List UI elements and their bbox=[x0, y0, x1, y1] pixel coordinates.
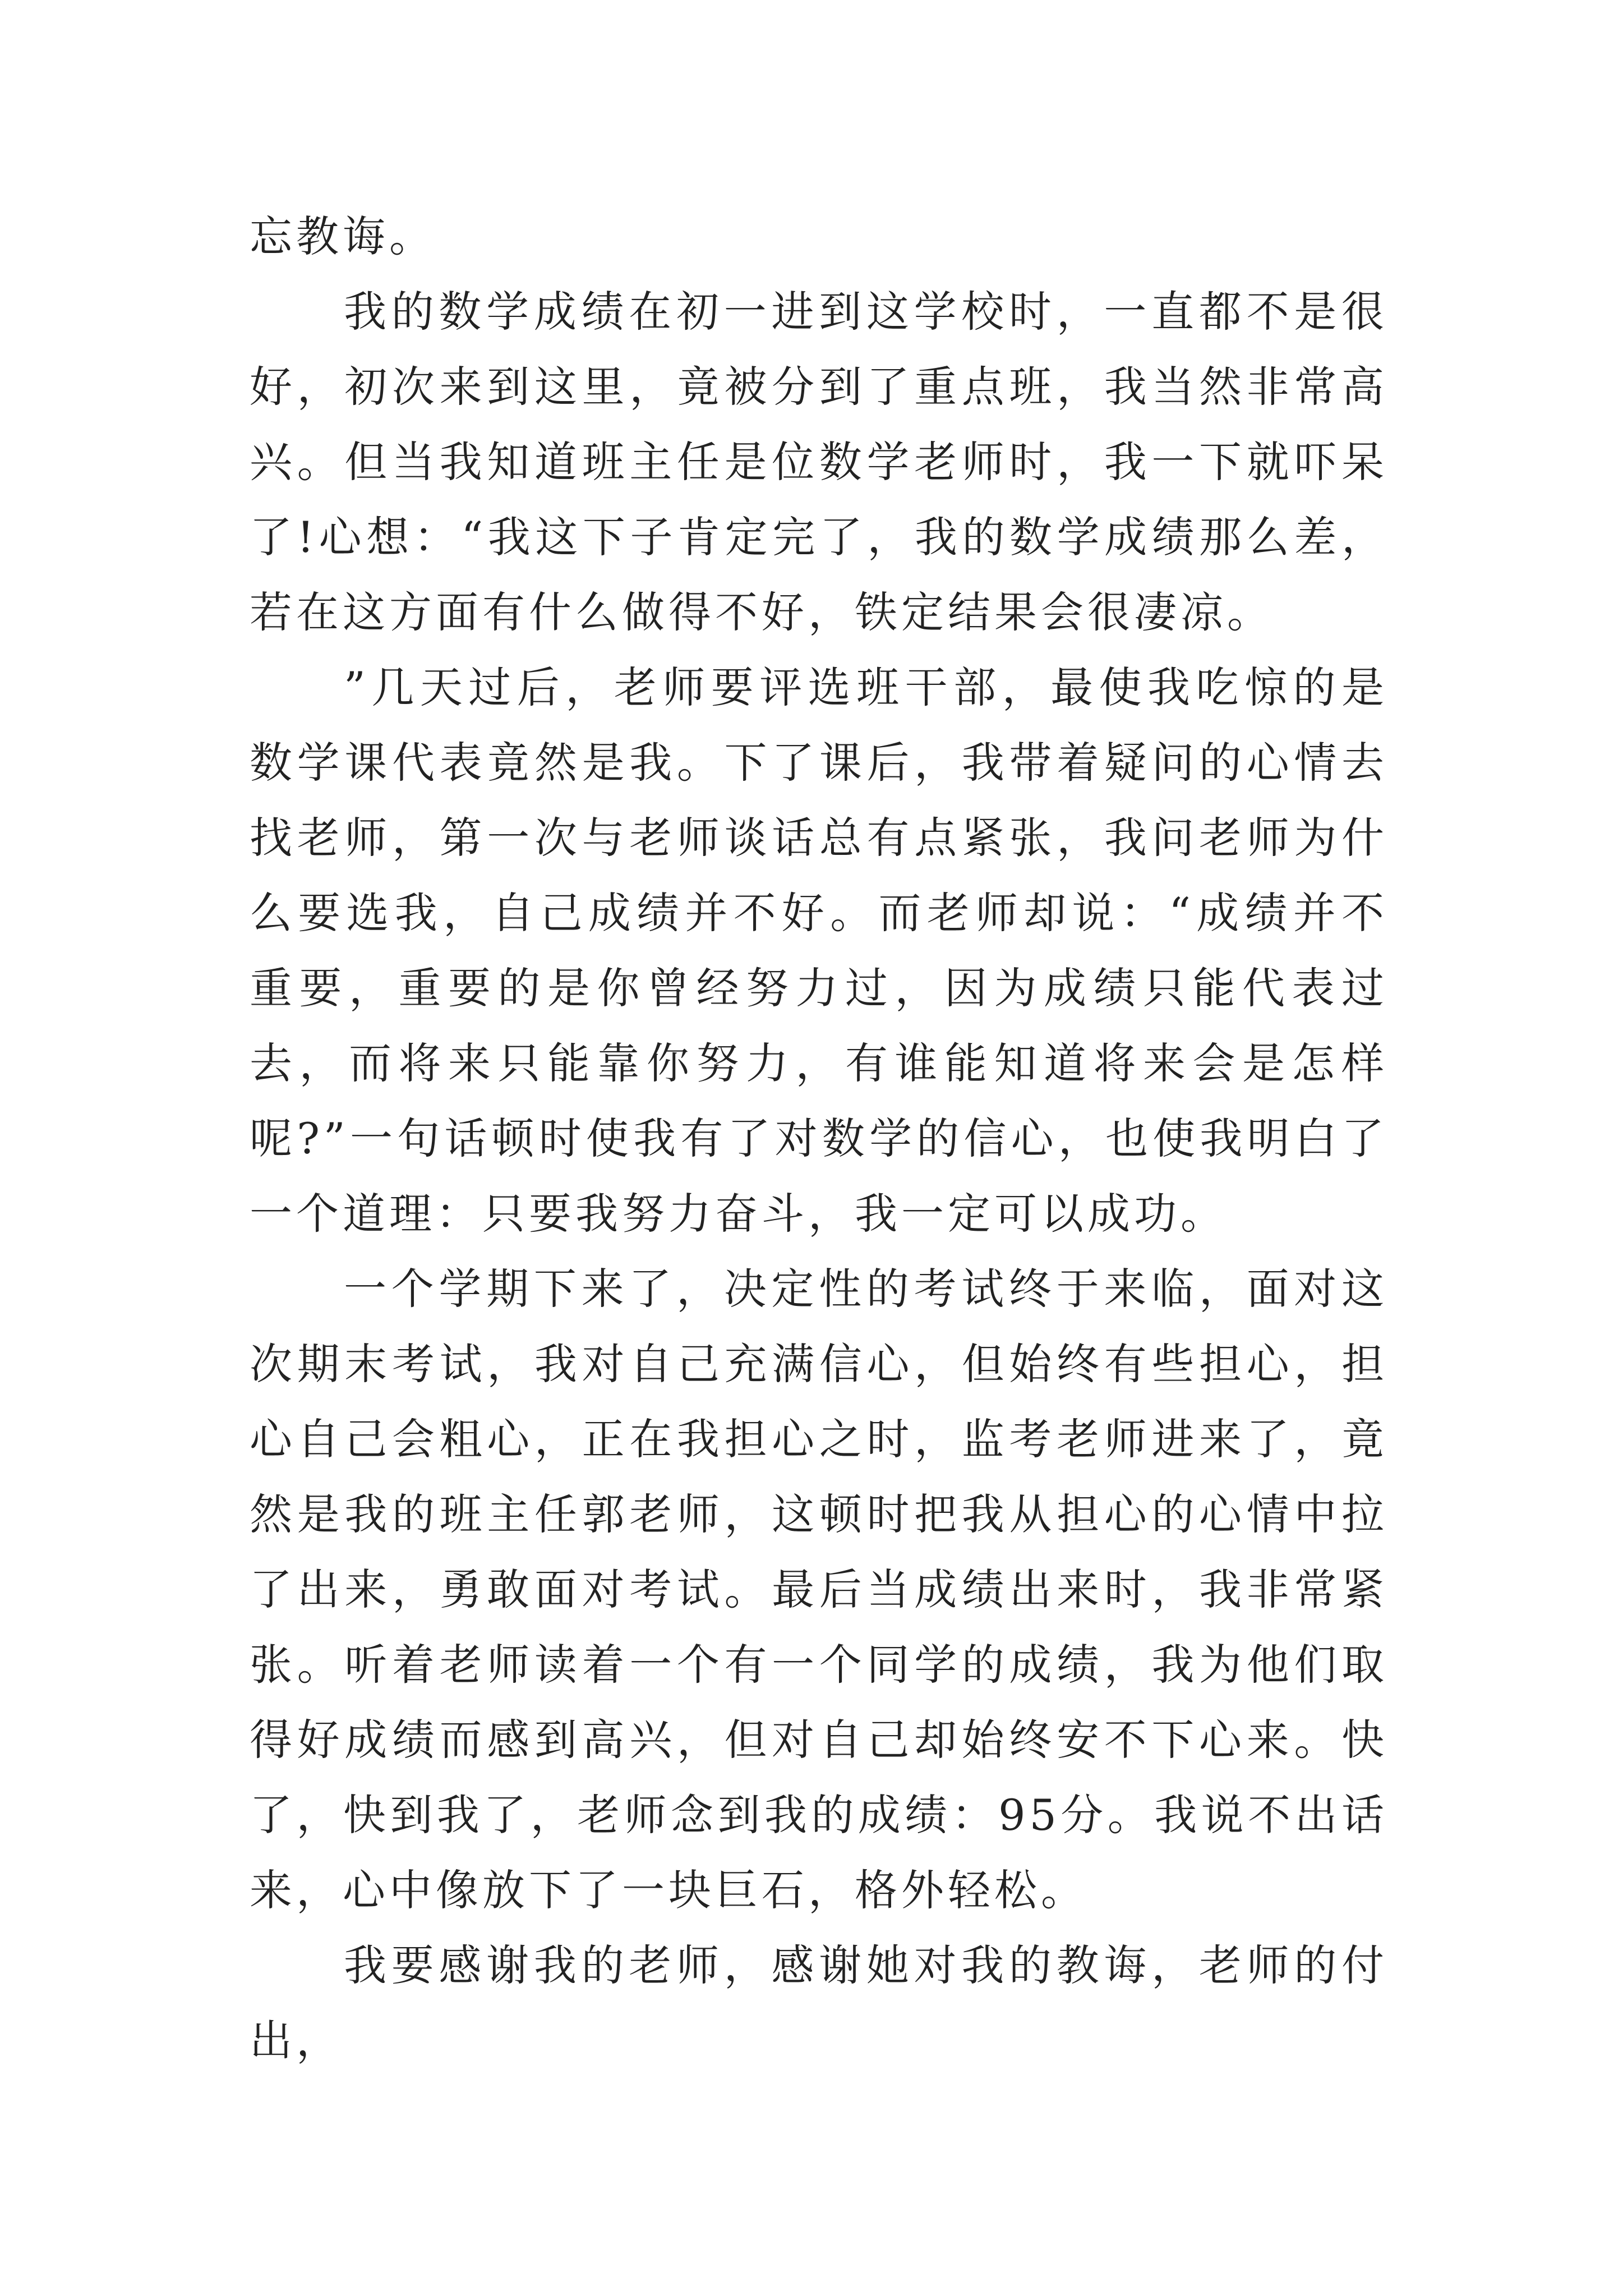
document-body bbox=[250, 199, 1388, 2078]
paragraph-final-exam: 一个学期下来了，决定性的考试终于来临，面对这次期末考试，我对自己充满信心，但始终有些担心，担心自己会粗心，正在我担心之时，监考老师进来了，竟然是我的班主任郭老师，这顿时把我从担心的心情中拉了出来，勇敢面对考试。最后当成绩出来时，我非常紧张。听着老师读着一个有一个同学的成绩，我为他们取得好成绩而感到高兴，但对自己却始终安不下心来。快了，快到我了，老师念到我的成绩：95分。我说不出话来，心中像放下了一块巨石，格外轻松。 bbox=[250, 1264, 1388, 1915]
paragraph-class-representative: ”几天过后，老师要评选班干部，最使我吃惊的是数学课代表竟然是我。下了课后，我带着疑问的心情去找老师，第一次与老师谈话总有点紧张，我问老师为什么要选我，自己成绩并不好。而老师却说：“成绩并不重要，重要的是你曾经努力过，因为成绩只能代表过去，而将来只能靠你努力，有谁能知道将来会是怎样呢?”一句话顿时使我有了对数学的信心，也使我明白了一个道理：只要我努力奋斗，我一定可以成功。 bbox=[250, 662, 1388, 1239]
paragraph-math-grades: 我的数学成绩在初一进到这学校时，一直都不是很好，初次来到这里，竟被分到了重点班，我当然非常高兴。但当我知道班主任是位数学老师时，我一下就吓呆了!心想：“我这下子肯定完了，我的数学成绩那么差，若在这方面有什么做得不好，铁定结果会很凄凉。 bbox=[250, 287, 1388, 637]
paragraph-gratitude: 我要感谢我的老师，感谢她对我的教诲，老师的付出， bbox=[250, 1940, 1388, 2065]
paragraph-continuation: 忘教诲。 bbox=[250, 211, 436, 261]
